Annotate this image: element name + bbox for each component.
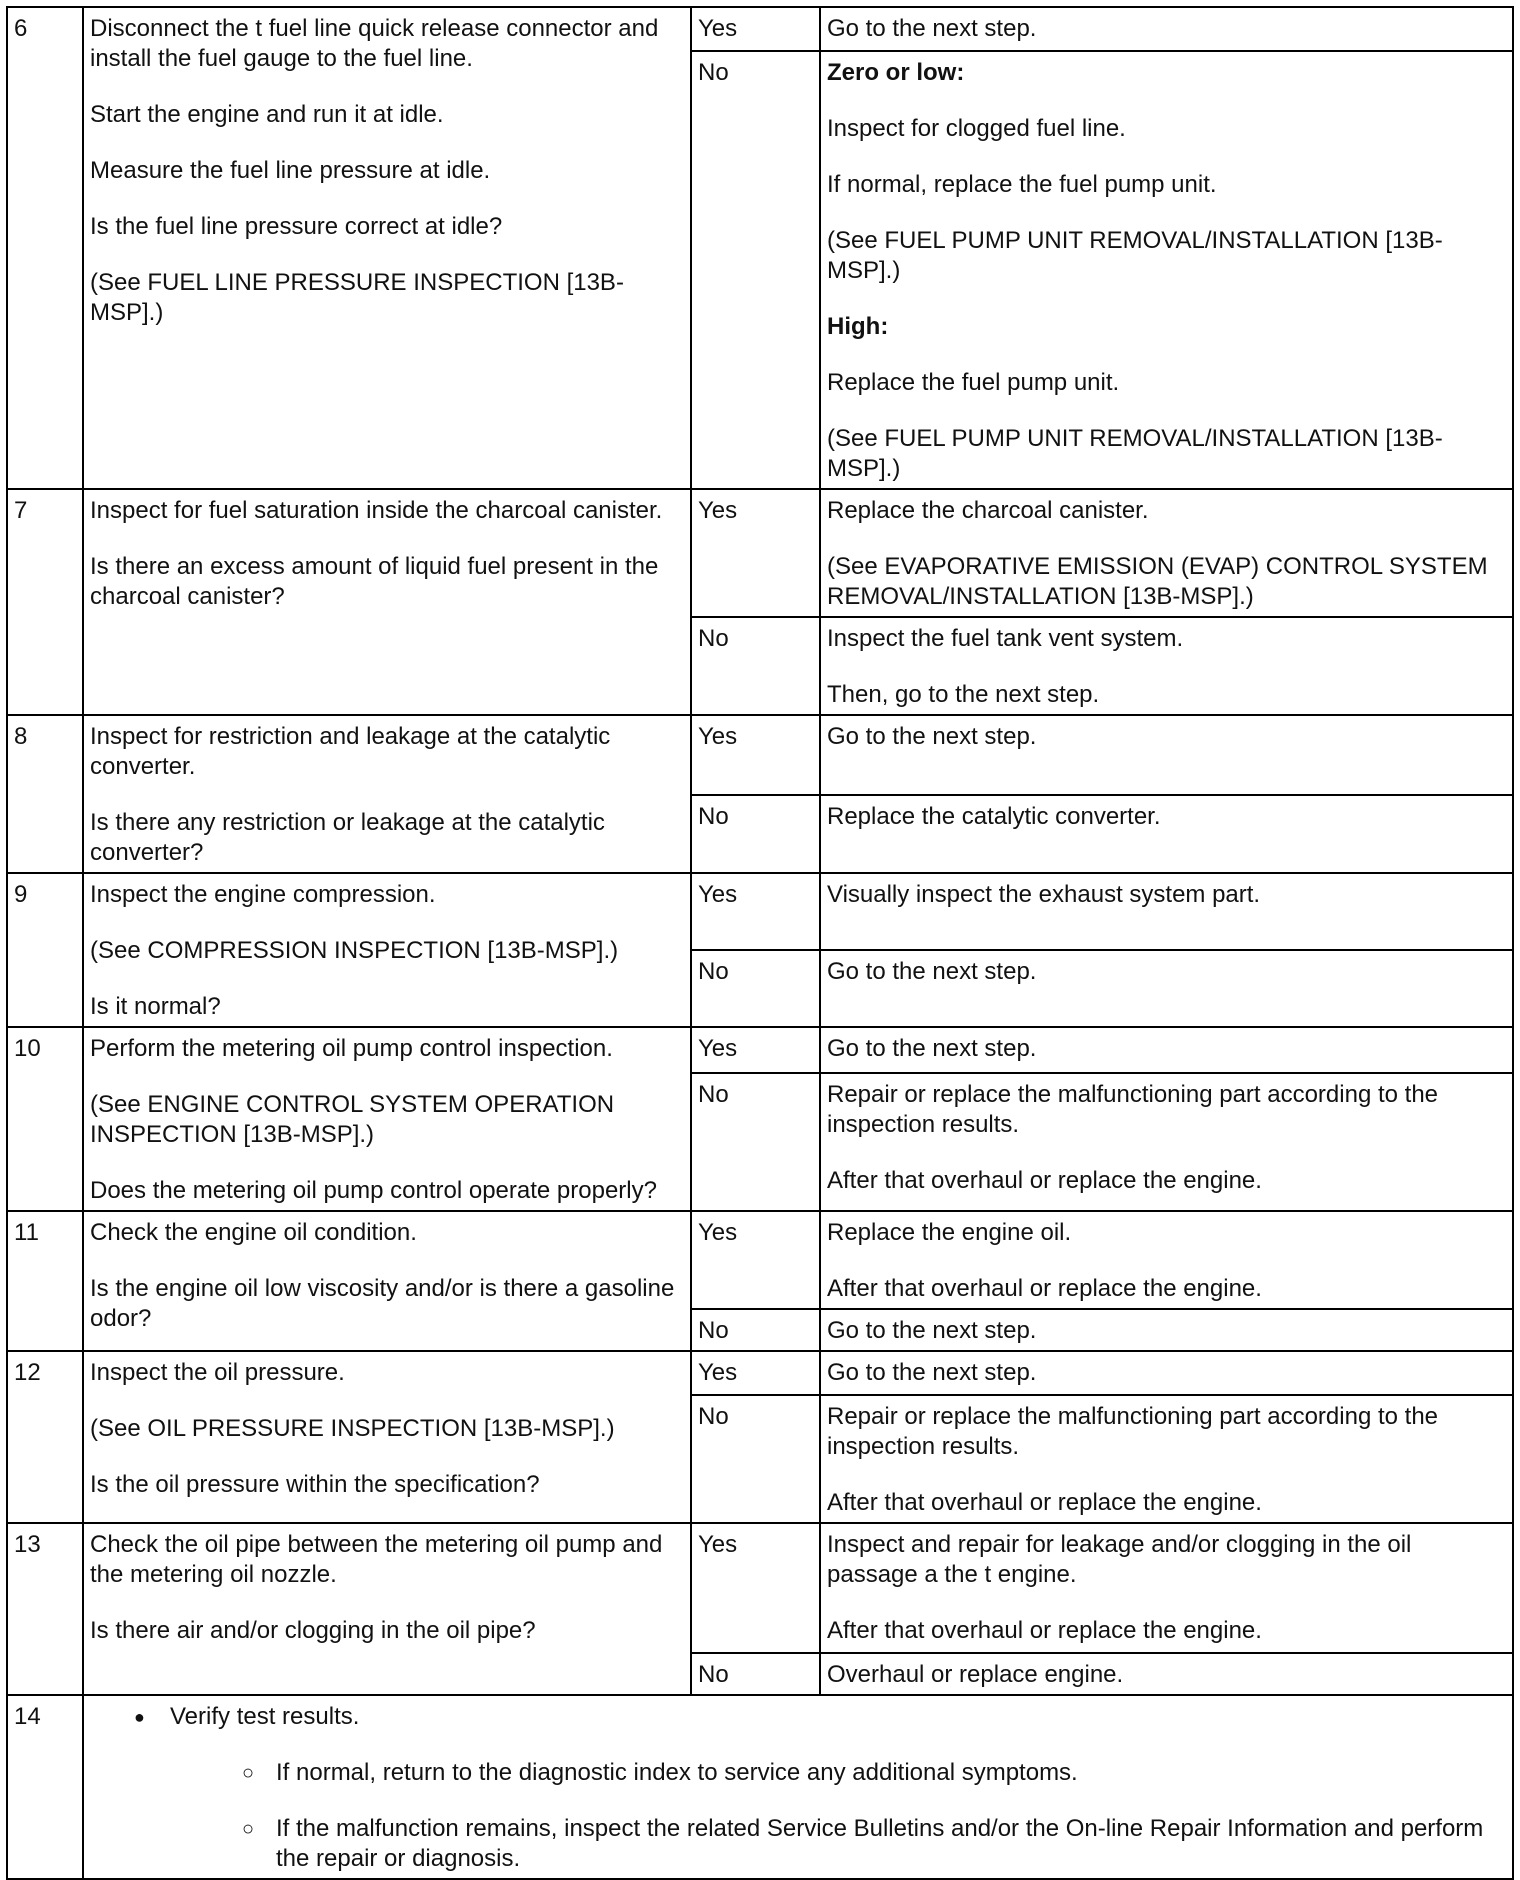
result-text: Replace the catalytic converter. bbox=[827, 803, 1161, 830]
yes-result bbox=[820, 715, 1513, 795]
step-number: 6 bbox=[7, 7, 83, 489]
step-action bbox=[83, 1351, 691, 1523]
no-label: No bbox=[691, 950, 820, 1027]
step-6-yes-row bbox=[7, 7, 1513, 51]
action-question: Is there air and/or clogging in the oil pipe? bbox=[90, 1617, 536, 1644]
step-number: 8 bbox=[7, 715, 83, 873]
result-text: Go to the next step. bbox=[827, 958, 1037, 985]
sub-bullet-item: ○ If the malfunction remains, inspect the related Service Bulletins and/or the On-line Repair Information and perform the repair or diagnosis. bbox=[240, 1814, 1506, 1874]
yes-result bbox=[820, 7, 1513, 51]
no-label: No bbox=[691, 51, 820, 489]
result-text: Go to the next step. bbox=[827, 1035, 1037, 1062]
action-reference: (See FUEL LINE PRESSURE INSPECTION [13B-MSP].) bbox=[90, 269, 624, 326]
result-reference: (See EVAPORATIVE EMISSION (EVAP) CONTROL SYSTEM REMOVAL/INSTALLATION [13B-MSP].) bbox=[827, 553, 1488, 610]
action-text: Measure the fuel line pressure at idle. bbox=[90, 157, 491, 184]
step-number: 10 bbox=[7, 1027, 83, 1211]
result-text: Replace the engine oil. bbox=[827, 1219, 1072, 1246]
action-text: Inspect the engine compression. bbox=[90, 881, 436, 908]
action-text: Start the engine and run it at idle. bbox=[90, 101, 444, 128]
action-question: Is the engine oil low viscosity and/or is there a gasoline odor? bbox=[90, 1275, 675, 1332]
step-action bbox=[83, 715, 691, 873]
no-result bbox=[820, 1309, 1513, 1351]
step-action bbox=[83, 1523, 691, 1695]
no-label: No bbox=[691, 617, 820, 715]
bullet-item bbox=[130, 1702, 1506, 1874]
no-result bbox=[820, 1653, 1513, 1695]
result-reference: (See FUEL PUMP UNIT REMOVAL/INSTALLATION [13B-MSP].) bbox=[827, 227, 1443, 284]
yes-result bbox=[820, 1523, 1513, 1653]
yes-result bbox=[820, 489, 1513, 617]
result-text: Then, go to the next step. bbox=[827, 681, 1100, 708]
result-text: Replace the charcoal canister. bbox=[827, 497, 1149, 524]
action-text: Check the engine oil condition. bbox=[90, 1219, 417, 1246]
result-text: Inspect for clogged fuel line. bbox=[827, 115, 1126, 142]
step-8-yes-row bbox=[7, 715, 1513, 795]
step-action bbox=[83, 7, 691, 489]
no-result bbox=[820, 51, 1513, 489]
result-text: Repair or replace the malfunctioning part according to the inspection results. bbox=[827, 1403, 1439, 1460]
no-result bbox=[820, 795, 1513, 873]
result-text: Overhaul or replace engine. bbox=[827, 1661, 1124, 1688]
result-text: Inspect and repair for leakage and/or clogging in the oil passage a the t engine. bbox=[827, 1531, 1412, 1588]
result-text: Replace the fuel pump unit. bbox=[827, 369, 1120, 396]
yes-label: Yes bbox=[691, 715, 820, 795]
bullet-text: Verify test results. bbox=[170, 1703, 360, 1730]
step-number: 9 bbox=[7, 873, 83, 1027]
action-question: Is it normal? bbox=[90, 993, 221, 1020]
yes-label: Yes bbox=[691, 7, 820, 51]
yes-result bbox=[820, 1211, 1513, 1309]
yes-label: Yes bbox=[691, 1211, 820, 1309]
step-action bbox=[83, 1027, 691, 1211]
result-heading: High: bbox=[827, 313, 889, 340]
no-label: No bbox=[691, 1653, 820, 1695]
step-number: 11 bbox=[7, 1211, 83, 1351]
result-text: After that overhaul or replace the engine. bbox=[827, 1617, 1262, 1644]
step-14-row bbox=[7, 1695, 1513, 1879]
result-text: Go to the next step. bbox=[827, 1317, 1037, 1344]
action-question: Is there any restriction or leakage at the catalytic converter? bbox=[90, 809, 605, 866]
step-action bbox=[83, 1695, 1513, 1879]
action-text: Inspect for restriction and leakage at the catalytic converter. bbox=[90, 723, 611, 780]
action-question: Is there an excess amount of liquid fuel present in the charcoal canister? bbox=[90, 553, 659, 610]
step-number: 7 bbox=[7, 489, 83, 715]
action-text: Perform the metering oil pump control inspection. bbox=[90, 1035, 613, 1062]
result-text: Repair or replace the malfunctioning part according to the inspection results. bbox=[827, 1081, 1439, 1138]
yes-result bbox=[820, 1351, 1513, 1395]
no-label: No bbox=[691, 795, 820, 873]
action-reference: (See COMPRESSION INSPECTION [13B-MSP].) bbox=[90, 937, 619, 964]
step-number: 14 bbox=[7, 1695, 83, 1879]
action-text: Inspect the oil pressure. bbox=[90, 1359, 345, 1386]
step-action bbox=[83, 1211, 691, 1351]
action-text: Check the oil pipe between the metering oil pump and the metering oil nozzle. bbox=[90, 1531, 663, 1588]
step-7-yes-row bbox=[7, 489, 1513, 617]
yes-label: Yes bbox=[691, 1351, 820, 1395]
yes-result bbox=[820, 873, 1513, 950]
step-9-yes-row bbox=[7, 873, 1513, 950]
action-question: Does the metering oil pump control operate properly? bbox=[90, 1177, 657, 1204]
yes-label: Yes bbox=[691, 1523, 820, 1653]
result-text: After that overhaul or replace the engine. bbox=[827, 1489, 1262, 1516]
action-text: Disconnect the t fuel line quick release connector and install the fuel gauge to the fuel line. bbox=[90, 15, 659, 72]
diagnostic-procedure-page bbox=[6, 6, 1512, 1872]
step-10-yes-row bbox=[7, 1027, 1513, 1073]
action-question: Is the fuel line pressure correct at idle? bbox=[90, 213, 503, 240]
action-question: Is the oil pressure within the specification? bbox=[90, 1471, 540, 1498]
no-result bbox=[820, 617, 1513, 715]
result-text: Go to the next step. bbox=[827, 723, 1037, 750]
sub-bullet-item: ○ If normal, return to the diagnostic index to service any additional symptoms. bbox=[240, 1758, 1506, 1788]
result-heading: Zero or low: bbox=[827, 59, 965, 86]
result-text: After that overhaul or replace the engine. bbox=[827, 1275, 1262, 1302]
result-text: Inspect the fuel tank vent system. bbox=[827, 625, 1184, 652]
no-label: No bbox=[691, 1309, 820, 1351]
yes-label: Yes bbox=[691, 489, 820, 617]
action-text: Inspect for fuel saturation inside the charcoal canister. bbox=[90, 497, 663, 524]
step-action bbox=[83, 873, 691, 1027]
step-number: 12 bbox=[7, 1351, 83, 1523]
no-result bbox=[820, 950, 1513, 1027]
result-reference: (See FUEL PUMP UNIT REMOVAL/INSTALLATION [13B-MSP].) bbox=[827, 425, 1443, 482]
no-label: No bbox=[691, 1395, 820, 1523]
no-result bbox=[820, 1395, 1513, 1523]
result-text: Visually inspect the exhaust system part. bbox=[827, 881, 1261, 908]
step-number: 13 bbox=[7, 1523, 83, 1695]
result-text: Go to the next step. bbox=[827, 1359, 1037, 1386]
step-13-yes-row bbox=[7, 1523, 1513, 1653]
step-11-yes-row bbox=[7, 1211, 1513, 1309]
no-label: No bbox=[691, 1073, 820, 1211]
no-result bbox=[820, 1073, 1513, 1211]
verify-list bbox=[90, 1702, 1506, 1874]
diagnostic-steps-table bbox=[6, 6, 1514, 1880]
step-12-yes-row bbox=[7, 1351, 1513, 1395]
result-text: If normal, replace the fuel pump unit. bbox=[827, 171, 1217, 198]
result-text: Go to the next step. bbox=[827, 15, 1037, 42]
yes-label: Yes bbox=[691, 1027, 820, 1073]
yes-result bbox=[820, 1027, 1513, 1073]
sub-bullet-list bbox=[170, 1758, 1506, 1874]
result-text: After that overhaul or replace the engine. bbox=[827, 1167, 1262, 1194]
yes-label: Yes bbox=[691, 873, 820, 950]
action-reference: (See ENGINE CONTROL SYSTEM OPERATION INSPECTION [13B-MSP].) bbox=[90, 1091, 615, 1148]
step-action bbox=[83, 489, 691, 715]
action-reference: (See OIL PRESSURE INSPECTION [13B-MSP].) bbox=[90, 1415, 615, 1442]
